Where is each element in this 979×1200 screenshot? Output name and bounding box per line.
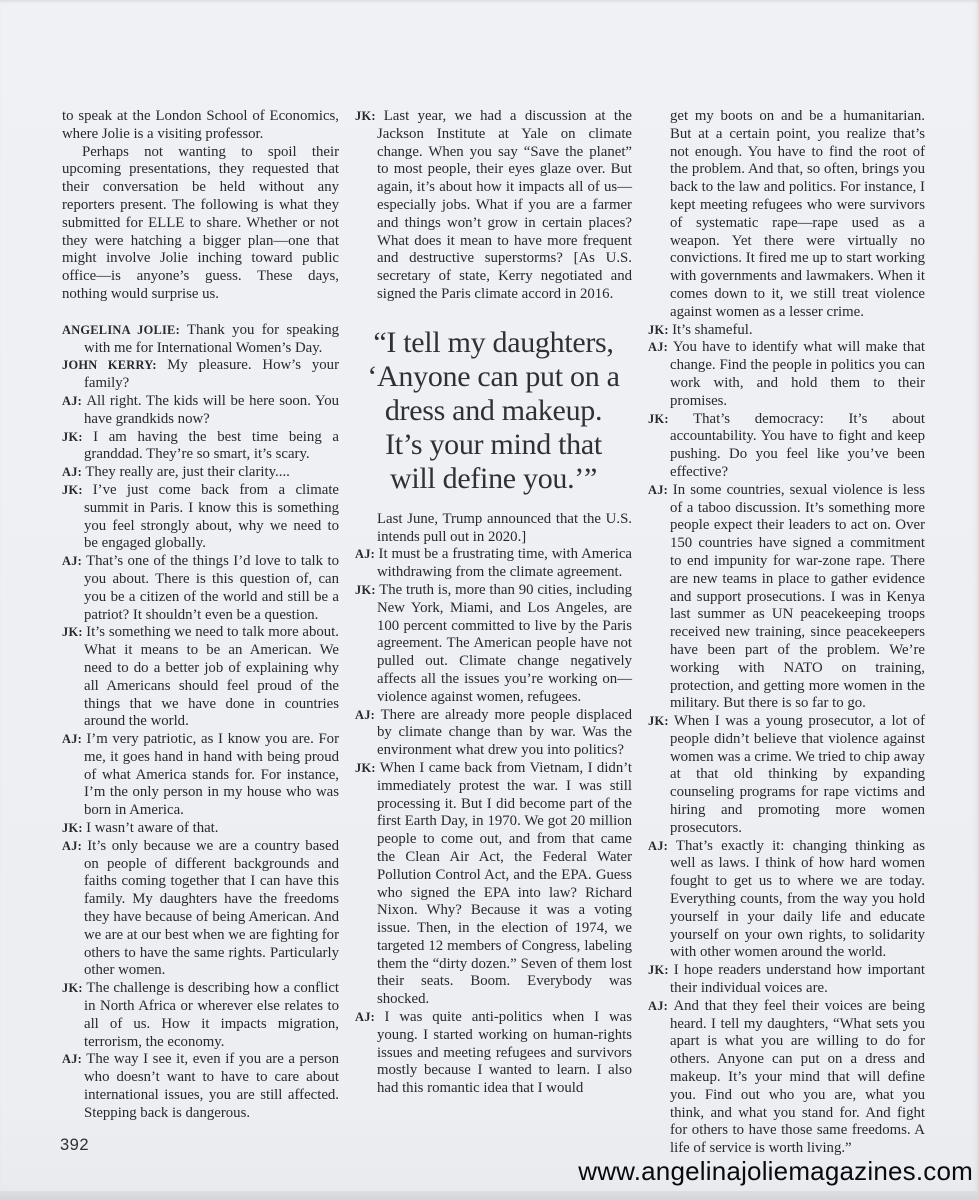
dialogue-item: JK: The challenge is describing how a conflict in North Africa or wherever else relates to all of us. How it impacts migration, terrorism, the economy. <box>62 980 339 1050</box>
dialogue-item: ANGELINA JOLIE: Thank you for speaking with me for International Women’s Day. <box>62 321 339 356</box>
speaker-label: JK: <box>62 981 87 996</box>
column-3 <box>648 108 925 1158</box>
speaker-label: JOHN KERRY: <box>62 358 168 373</box>
speaker-label: JK: <box>355 582 380 597</box>
dialogue-item: JK: Last year, we had a discussion at the Jackson Institute at Yale on climate change. When you say “Save the planet” to most people, their eyes glaze over. But again, it’s about how it impacts all of us—especially jobs. What if you are a farmer and things won’t grow in certain places? What does it mean to have more frequent and destructive superstorms? [As U.S. secretary of state, Kerry negotiated and signed the Paris climate accord in 2016. <box>355 108 632 302</box>
speaker-label: AJ: <box>62 838 88 853</box>
speaker-label: AJ: <box>355 1010 385 1025</box>
dialogue-item: AJ: All right. The kids will be here soon. You have grandkids now? <box>62 392 339 427</box>
paragraph: get my boots on and be a humanitarian. But at a certain point, you realize that’s not enough. You have to find the root of the problem. And that, so often, brings you back to the law and politics. For instance, I kept meeting refugees who were survivors of systematic rape—rape used as a weapon. Yet there were virtually no convictions. It fired me up to start working with governments and lawmakers. When it comes down to it, we still treat violence against women as a lesser crime. <box>670 108 925 320</box>
dialogue-item: JK: It’s shameful. <box>648 321 753 338</box>
dialogue-item: JK: That’s democracy: It’s about accountability. You have to fight and keep pushing. Do you feel like you’ve been effective? <box>648 410 925 480</box>
speaker-label: JK: <box>355 760 380 775</box>
column-1 <box>62 108 339 1158</box>
speaker-label: AJ: <box>62 1052 87 1067</box>
speaker-label: AJ: <box>62 393 87 408</box>
dialogue-item: AJ: The way I see it, even if you are a person who doesn’t want to have to care about international issues, you are still affected. Stepping back is dangerous. <box>62 1051 339 1121</box>
page-number: 392 <box>60 1136 90 1154</box>
dialogue-item: AJ: I’m very patriotic, as I know you are. For me, it goes hand in hand with being proud of what America stands for. For instance, I’m the only person in my house who was born in America. <box>62 731 339 819</box>
paragraph: Last June, Trump announced that the U.S. intends pull out in 2020.] <box>377 510 632 545</box>
dialogue-item: JK: The truth is, more than 90 cities, including New York, Miami, and Los Angeles, are 100 percent committed to live by the Paris agreement. The American people have not pulled out. Climate change negatively affects all the issues you’re working on—violence against women, refugees. <box>355 581 632 705</box>
dialogue-item: AJ: They really are, just their clarity.... <box>62 464 290 481</box>
dialogue-item: JK: It’s something we need to talk more about. What it means to be an American. We need to do a better job of explaining why all Americans should feel proud of the things that we have done in countries around the world. <box>62 624 339 730</box>
paragraph: to speak at the London School of Economics, where Jolie is a visiting professor. <box>62 108 339 142</box>
dialogue-item: AJ: That’s exactly it: changing thinking as well as laws. I think of how hard women fought to get us to where we are today. Everything counts, from the way you hold yourself in your daily life and educate yourself on your own rights, to solidarity with other women around the world. <box>648 837 925 961</box>
dialogue-item: JK: I am having the best time being a granddad. They’re so smart, it’s scary. <box>62 428 339 463</box>
speaker-label: AJ: <box>62 465 86 480</box>
speaker-label: ANGELINA JOLIE: <box>62 322 187 337</box>
speaker-label: JK: <box>648 963 674 978</box>
speaker-label: AJ: <box>355 547 379 562</box>
dialogue-item: AJ: It must be a frustrating time, with America withdrawing from the climate agreement. <box>355 546 633 581</box>
pull-quote: “I tell my daughters, ‘Anyone can put on a dress and makeup. It’s your mind that will define you.’” <box>367 325 620 495</box>
dialogue-item: JK: I’ve just come back from a climate summit in Paris. I know this is something you feel strongly about, why we need to be engaged globally. <box>62 481 339 552</box>
speaker-label: AJ: <box>62 732 87 747</box>
speaker-label: JK: <box>648 322 673 337</box>
speaker-label: AJ: <box>355 707 381 722</box>
dialogue-item: JK: I hope readers understand how important their individual voices are. <box>648 962 926 997</box>
article-columns <box>62 108 925 1158</box>
dialogue-item: AJ: There are already more people displaced by climate change than by war. Was the environment what drew you into politics? <box>355 706 632 759</box>
speaker-label: JK: <box>355 109 384 123</box>
column-2 <box>355 108 632 1158</box>
speaker-label: AJ: <box>62 554 87 569</box>
dialogue-item: JK: When I was a young prosecutor, a lot of people didn’t believe that violence against women was a crime. We tried to chip away at that old thinking by expanding counseling programs for rape victims and hiring and promoting more women prosecutors. <box>648 713 925 836</box>
dialogue-item: JK: When I came back from Vietnam, I didn’t immediately protest the war. I was still processing it. But I did become part of the first Earth Day, in 1970. We got 20 million people to come out, and from that came the Clean Air Act, the Federal Water Pollution Control Act, and the EPA. Guess who signed the EPA into law? Richard Nixon. Why? Because it was a voting issue. Then, in the election of 1974, we targeted 12 members of Congress, labeling them the “dirty dozen.” Seven of them lost their seats. Boom. Everybody was shocked. <box>355 759 632 1008</box>
speaker-label: AJ: <box>648 482 673 497</box>
scan-bottom-edge <box>0 1191 979 1200</box>
speaker-label: JK: <box>648 714 674 729</box>
speaker-label: AJ: <box>648 998 674 1013</box>
dialogue-item: AJ: And that they feel their voices are being heard. I tell my daughters, “What sets you apart is what you are willing to do for others. Anyone can put on a dress and makeup. It’s your mind that will define you. Find out who you are, what you think, and what you stand for. And fight for others to have those same freedoms. A life of service is worth living.” <box>648 997 925 1157</box>
dialogue-item: JK: I wasn’t aware of that. <box>62 820 219 837</box>
paragraph: Perhaps not wanting to spoil their upcoming presentations, they requested that their conversation be held without any reporters present. The following is what they submitted for ELLE to share. Whether or not they were hatching a bigger plan—one that might involve Jolie inching toward public office—is anyone’s guess. These days, nothing would surprise us. <box>62 143 339 302</box>
speaker-label: JK: <box>62 625 87 640</box>
dialogue-item: AJ: You have to identify what will make that change. Find the people in politics you can work with, and hold them to their promises. <box>648 339 925 409</box>
watermark-url: www.angelinajoliemagazines.com <box>578 1156 973 1186</box>
dialogue-item: AJ: In some countries, sexual violence is less of a taboo discussion. It’s something more people expect their leaders to act on. Over 150 countries have signed a commitment to end impunity for war-zone rape. There are new teams in place to gather evidence and support prosecutions. I was in Kenya last summer as UN peacekeeping troops received new training, since peacekeepers have been part of the problem. We’re working with NATO on training, protection, and getting more women in the military. But there is so far to go. <box>648 481 925 712</box>
dialogue-item: AJ: It’s only because we are a country based on people of different backgrounds and faiths coming together that I can have this family. My daughters have the freedoms they have because of being American. And we are at our best when we are fighting for others to have the same rights. Particularly other women. <box>62 837 339 979</box>
speaker-label: AJ: <box>648 838 676 853</box>
speaker-label: JK: <box>648 411 694 426</box>
speaker-label: JK: <box>62 429 94 444</box>
dialogue-item: AJ: That’s one of the things I’d love to talk to you about. There is this question of, can you be a citizen of the world and still be a patriot? It shouldn’t even be a question. <box>62 553 339 623</box>
speaker-label: JK: <box>62 821 87 836</box>
dialogue-item: AJ: I was quite anti-politics when I was young. I started working on human-rights issues and meeting refugees and survivors mostly because I wanted to learn. I also had this romantic idea that I would <box>355 1009 632 1097</box>
dialogue-item: JOHN KERRY: My pleasure. How’s your family? <box>62 357 339 392</box>
speaker-label: AJ: <box>648 340 673 355</box>
speaker-label: JK: <box>62 482 93 497</box>
